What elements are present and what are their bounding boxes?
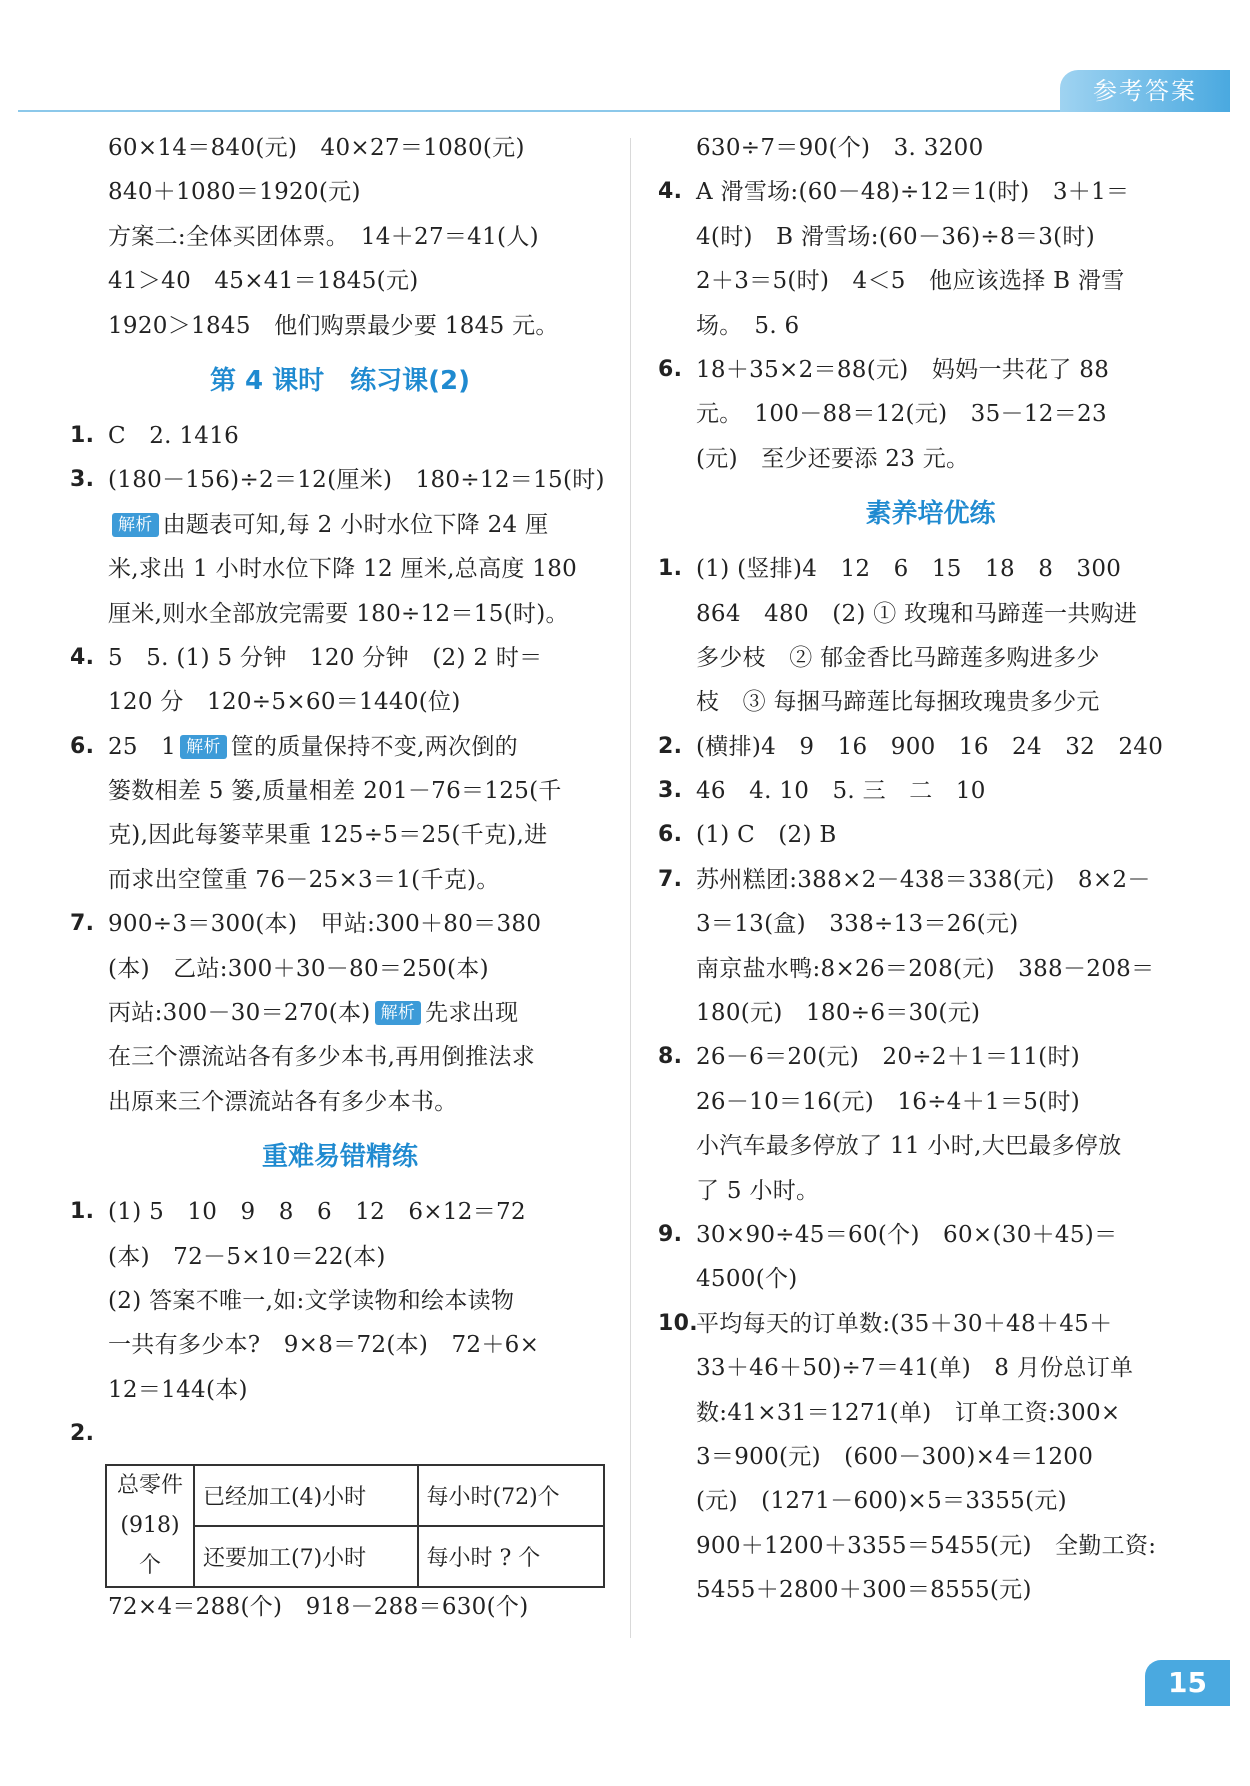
section-title: 重难易错精练 (261, 1142, 418, 1173)
answer-line: 2. (横排)4 9 16 900 16 24 32 240 (658, 733, 1164, 760)
section-title: 第 4 课时 练习课(2) (209, 365, 471, 396)
answer-line: 厘米,则水全部放完需要 180÷12＝15(时)。 (108, 600, 569, 627)
answer-line: (2) 答案不唯一,如:文学读物和绘本读物 (108, 1287, 515, 1314)
answer-line: 1. (1) (竖排)4 12 6 15 18 8 300 (658, 556, 1122, 583)
answer-line: 7. 苏州糕团:388×2－438＝338(元) 8×2－ (658, 866, 1151, 893)
answer-line: 3＝13(盒) 338÷13＝26(元) (696, 911, 1019, 938)
section-advanced (658, 547, 1203, 1612)
answer-line: 元。 100－88＝12(元) 35－12＝23 (696, 401, 1107, 428)
text-line: 方案二:全体买团体票。 14＋27＝41(人) (108, 223, 539, 250)
analysis-badge: 解析 (375, 1001, 422, 1025)
answer-line: 场。 5. 6 (696, 312, 800, 339)
table-cell: 还要加工(7)小时 (194, 1526, 418, 1587)
answer-line: 解析 由题表可知,每 2 小时水位下降 24 厘 (70, 503, 610, 547)
text-line: 1920＞1845 他们购票最少要 1845 元。 (108, 312, 559, 339)
answer-line: 2＋3＝5(时) 4＜5 他应该选择 B 滑雪 (696, 268, 1125, 295)
text-line: 840＋1080＝1920(元) (108, 179, 361, 206)
parts-table (105, 1464, 605, 1588)
answer-line: 1. (1) 5 10 9 8 6 12 6×12＝72 (70, 1199, 526, 1226)
analysis-badge: 解析 (180, 735, 227, 759)
answer-line: 6. 25 1 解析 筐的质量保持不变,两次倒的 (70, 733, 518, 760)
answer-line: 630÷7＝90(个) 3. 3200 (696, 135, 984, 161)
answer-line: 了 5 小时。 (696, 1177, 820, 1204)
text-line: 60×14＝840(元) 40×27＝1080(元) (108, 135, 525, 161)
answer-line: 180(元) 180÷6＝30(元) (696, 1000, 981, 1027)
header-tab: 参考答案 (1060, 70, 1230, 112)
answer-line: 864 480 (2) ① 玫瑰和马蹄莲一共购进 (696, 600, 1138, 627)
intro-block (70, 126, 610, 348)
answer-line: 一共有多少本? 9×8＝72(本) 72＋6× (108, 1332, 540, 1359)
answer-line: 而求出空筐重 76－25×3＝1(千克)。 (108, 866, 500, 893)
section-lesson4 (70, 414, 610, 1124)
answer-line: (本) 72－5×10＝22(本) (108, 1243, 386, 1270)
answer-line: 4500(个) (696, 1266, 798, 1293)
answer-line: 米,求出 1 小时水位下降 12 厘米,总高度 180 (108, 556, 578, 583)
answer-line: 4(时) B 滑雪场:(60－36)÷8＝3(时) (696, 223, 1096, 250)
answer-line: 小汽车最多停放了 11 小时,大巴最多停放 (696, 1133, 1122, 1160)
answer-line: 26－10＝16(元) 16÷4＋1＝5(时) (696, 1088, 1081, 1115)
answer-line: 12＝144(本) (108, 1376, 248, 1403)
answer-line: (本) 乙站:300＋30－80＝250(本) (108, 955, 489, 982)
answer-line: (元) 至少还要添 23 元。 (696, 445, 970, 472)
answer-line: 在三个漂流站各有多少本书,再用倒推法求 (108, 1044, 536, 1071)
page-number: 15 (1145, 1660, 1230, 1706)
answer-line: 1. C 2. 1416 (70, 422, 240, 449)
answer-line: 4. A 滑雪场:(60－48)÷12＝1(时) 3＋1＝ (658, 179, 1130, 206)
answer-line: 9. 30×90÷45＝60(个) 60×(30＋45)＝ (658, 1221, 1118, 1248)
answer-line: 72×4＝288(个) 918－288＝630(个) (108, 1594, 529, 1620)
answer-line: 120 分 120÷5×60＝1440(位) (108, 689, 461, 716)
answer-line: 8. 26－6＝20(元) 20÷2＋1＝11(时) (658, 1044, 1081, 1071)
answer-line: 3. 46 4. 10 5. 三 二 10 (658, 778, 986, 805)
answer-line: 数:41×31＝1271(单) 订单工资:300× (696, 1399, 1121, 1426)
header-rule (18, 110, 1230, 112)
right-column (658, 126, 1203, 1613)
table-cell: 每小时(72)个 (418, 1465, 605, 1526)
answer-line: 多少枝 ② 郁金香比马蹄莲多购进多少 (696, 644, 1100, 671)
answer-line: 篓数相差 5 篓,质量相差 201－76＝125(千 (108, 778, 562, 805)
answer-line: 3＝900(元) (600－300)×4＝1200 (696, 1443, 1094, 1470)
table-corner-cell: 总零件 (918)个 (106, 1465, 194, 1587)
table-cell: 已经加工(4)小时 (194, 1465, 418, 1526)
answer-line: 900＋1200＋3355＝5455(元) 全勤工资: (696, 1532, 1157, 1559)
answer-line: 7. 900÷3＝300(本) 甲站:300＋80＝380 (70, 911, 542, 938)
table-cell: 每小时 ? 个 (418, 1526, 605, 1587)
answer-line: 6. 18＋35×2＝88(元) 妈妈一共花了 88 (658, 356, 1110, 383)
answer-line: 2. (70, 1421, 95, 1447)
right-block-1 (658, 126, 1203, 481)
answer-line: 出原来三个漂流站各有多少本书。 (108, 1088, 458, 1115)
answer-line: 丙站:300－30＝270(本) 解析 先求出现 (108, 1000, 519, 1027)
answer-line: 南京盐水鸭:8×26＝208(元) 388－208＝ (696, 955, 1155, 982)
answer-line: 5455＋2800＋300＝8555(元) (696, 1577, 1032, 1604)
answer-line: (元) (1271－600)×5＝3355(元) (696, 1488, 1067, 1515)
text-line: 41＞40 45×41＝1845(元) (108, 268, 419, 295)
section-key-errors (70, 1190, 610, 1456)
answer-line: 33＋46＋50)÷7＝41(单) 8 月份总订单 (696, 1355, 1134, 1382)
answer-line: 枝 ③ 每捆马蹄莲比每捆玫瑰贵多少元 (696, 689, 1100, 716)
answer-line: 克),因此每篓苹果重 125÷5＝25(千克),进 (108, 822, 548, 849)
answer-line: 10. 平均每天的订单数:(35＋30＋48＋45＋ (658, 1310, 1113, 1337)
answer-line: 6. (1) C (2) B (658, 822, 837, 849)
analysis-badge: 解析 (112, 513, 159, 537)
answer-line: 3. (180－156)÷2＝12(厘米) 180÷12＝15(时) (70, 467, 605, 494)
section-title: 素养培优练 (865, 499, 996, 530)
answer-line: 4. 5 5. (1) 5 分钟 120 分钟 (2) 2 时＝ (70, 644, 543, 671)
left-column (70, 126, 610, 1457)
column-divider (630, 138, 631, 1638)
